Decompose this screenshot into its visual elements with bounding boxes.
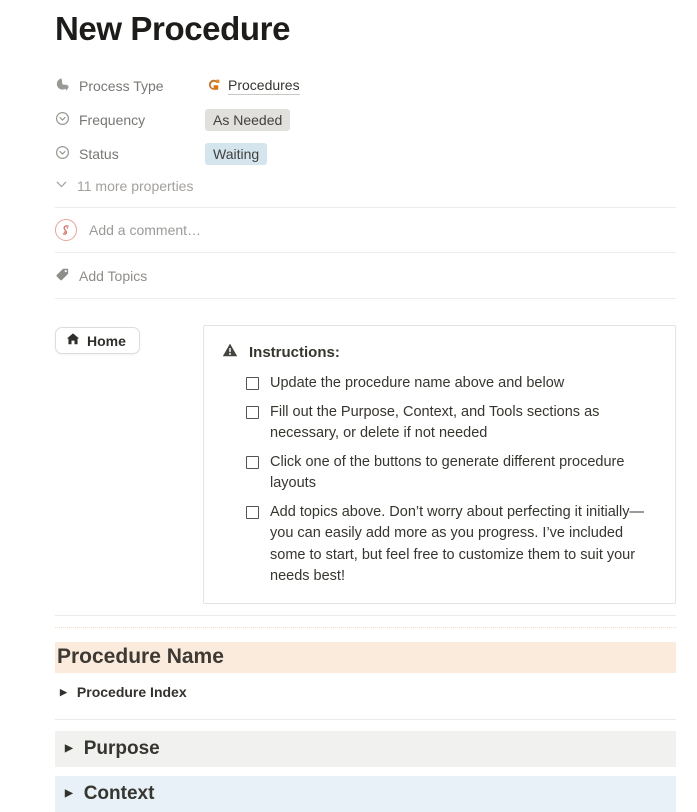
relation-procedures-link[interactable] [205, 77, 300, 96]
procedure-index-toggle[interactable] [55, 682, 676, 703]
comment-input[interactable]: Add a comment… [89, 222, 202, 238]
property-value-frequency [205, 109, 290, 131]
more-properties-label: 11 more properties [77, 178, 194, 194]
status-tag[interactable]: Waiting [205, 143, 267, 165]
button-column [55, 325, 203, 354]
todo-text: Click one of the buttons to generate different procedure layouts [270, 453, 625, 491]
property-label-frequency[interactable] [55, 111, 205, 129]
section-divider [55, 719, 676, 720]
section-divider [55, 615, 676, 616]
purpose-toggle[interactable] [55, 731, 676, 767]
property-label-text: Process Type [79, 78, 164, 94]
context-toggle[interactable] [55, 776, 676, 812]
instructions-title: Instructions: [249, 343, 340, 361]
todo-item [246, 373, 657, 395]
todo-checkbox[interactable] [246, 377, 259, 390]
instructions-callout [203, 325, 676, 604]
todo-checkbox[interactable] [246, 406, 259, 419]
content-row [55, 325, 676, 604]
todo-text: Update the procedure name above and below [270, 375, 565, 391]
property-value-status [205, 143, 267, 165]
property-row-status [55, 137, 676, 171]
todo-text: Add topics above. Don’t worry about perfecting it initially—you can easily add more as you progress. I’ve included some to start, but feel free to customize them to suit your needs best! [270, 503, 644, 584]
property-value-process-type [205, 77, 300, 96]
relation-value-text: Procedures [228, 77, 300, 93]
add-topics-button[interactable] [55, 253, 676, 299]
todo-item [246, 502, 657, 588]
property-label-status[interactable] [55, 145, 205, 163]
purpose-label: Purpose [83, 737, 160, 759]
select-icon [55, 111, 70, 129]
procedures-page-icon [205, 77, 221, 96]
todo-item [246, 452, 657, 495]
todo-text: Fill out the Purpose, Context, and Tools sections as necessary, or delete if not needed [270, 403, 600, 441]
procedure-index-label: Procedure Index [76, 684, 187, 700]
property-row-frequency [55, 103, 676, 137]
todo-checkbox[interactable] [246, 456, 259, 469]
context-label: Context [83, 782, 155, 804]
select-icon [55, 145, 70, 163]
instructions-checklist [246, 373, 657, 588]
toggle-arrow-icon: ▶ [65, 742, 73, 754]
property-label-text: Status [79, 146, 119, 162]
frequency-tag[interactable]: As Needed [205, 109, 290, 131]
synced-block-boundary [55, 627, 676, 628]
home-icon [66, 332, 80, 349]
property-row-process-type [55, 69, 676, 103]
home-button[interactable] [55, 327, 140, 354]
relation-icon [55, 77, 70, 95]
procedure-name-heading[interactable]: Procedure Name [55, 642, 676, 673]
tag-icon [55, 267, 70, 285]
toggle-arrow-icon: ▶ [60, 686, 67, 697]
warning-icon [222, 342, 238, 362]
properties-panel [55, 69, 676, 198]
instructions-header [222, 342, 657, 362]
add-topics-label: Add Topics [79, 268, 148, 284]
toggle-arrow-icon: ▶ [65, 787, 73, 799]
comment-section [55, 207, 676, 253]
avatar [55, 219, 77, 241]
home-button-label: Home [87, 332, 126, 349]
chevron-down-icon [55, 178, 68, 194]
page-title[interactable]: New Procedure [55, 10, 291, 47]
property-label-process-type[interactable] [55, 77, 205, 95]
todo-checkbox[interactable] [246, 506, 259, 519]
todo-item [246, 402, 657, 445]
more-properties-toggle[interactable] [55, 174, 676, 198]
property-label-text: Frequency [79, 112, 146, 128]
